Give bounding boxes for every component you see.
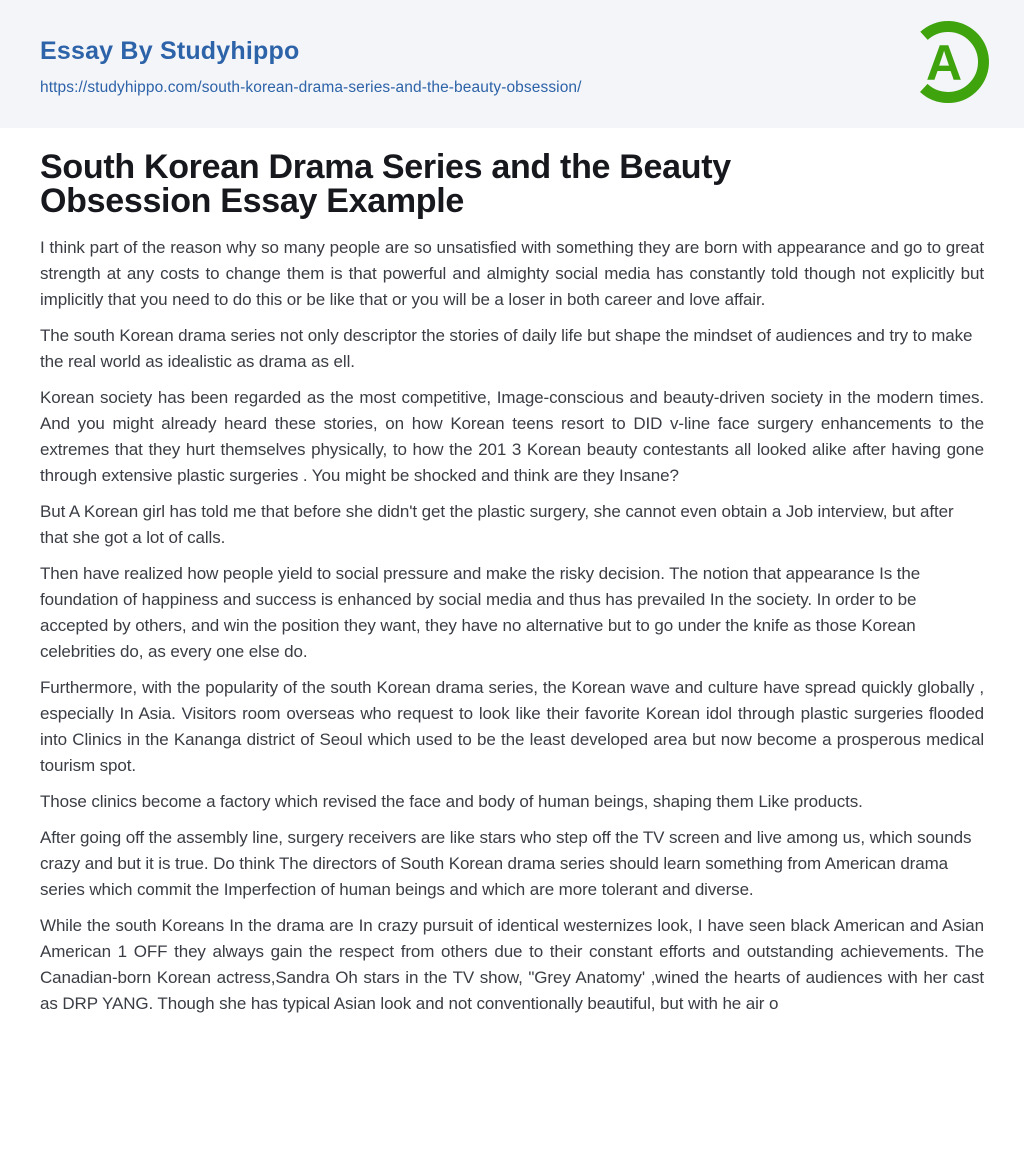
header-text-block <box>40 38 582 97</box>
essay-paragraph: Furthermore, with the popularity of the south Korean drama series, the Korean wave and culture have spread quickly globally , especially In Asia. Visitors room overseas who request to look like their favorite Korean idol through plastic surgeries flooded into Clinics in the Kananga district of Seoul which used to be the least developed area but now become a prosperous medical tourism spot. <box>40 678 984 775</box>
page-header <box>0 0 1024 128</box>
site-title: Essay By Studyhippo <box>40 37 300 65</box>
logo-ring-icon <box>906 20 990 104</box>
page-url-link[interactable]: https://studyhippo.com/south-korean-drama-series-and-the-beauty-obsession/ <box>40 78 582 96</box>
essay-paragraph: While the south Koreans In the drama are In crazy pursuit of identical westernizes look, I have seen black American and Asian American 1 OFF they always gain the respect from others due to their constant efforts and outstanding achievements. The Canadian-born Korean actress,Sandra Oh stars in the TV show, "Grey Anatomy' ,wined the hearts of audiences with her cast as DRP YANG. Though she has typical Asian look and not conventionally beautiful, but with he air o <box>40 916 984 1013</box>
essay-body <box>40 235 984 1017</box>
logo-letter: A <box>925 35 963 91</box>
essay-paragraph: Those clinics become a factory which revised the face and body of human beings, shaping them Like products. <box>40 792 863 811</box>
studyhippo-logo <box>906 20 990 104</box>
essay-paragraph: After going off the assembly line, surgery receivers are like stars who step off the TV screen and live among us, which sounds crazy and but it is true. Do think The directors of South Korean drama series should learn something from American drama series which commit the Imperfection of human beings and which are more tolerant and diverse. <box>40 828 972 899</box>
essay-content <box>0 128 1024 1067</box>
essay-paragraph: I think part of the reason why so many people are so unsatisfied with something they are born with appearance and go to great strength at any costs to change them is that powerful and almighty social media has constantly told though not explicitly but implicitly that you need to do this or be like that or you will be a loser in both career and love affair. <box>40 238 984 309</box>
essay-paragraph: Then have realized how people yield to social pressure and make the risky decision. The notion that appearance Is the foundation of happiness and success is enhanced by social media and thus has prevailed In the society. In order to be accepted by others, and win the position they want, they have no alternative but to go under the knife as those Korean celebrities do, as every one else do. <box>40 564 921 661</box>
essay-paragraph: Korean society has been regarded as the most competitive, Image-conscious and beauty-driven society in the modern times. And you might already heard these stories, on how Korean teens resort to DID v-line face surgery enhancements to the extremes that they hurt themselves physically, to how the 201 3 Korean beauty contestants all looked alike after having gone through extensive plastic surgeries . You might be shocked and think are they Insane? <box>40 388 984 485</box>
essay-paragraph: The south Korean drama series not only descriptor the stories of daily life but shape the mindset of audiences and try to make the real world as idealistic as drama as ell. <box>40 326 973 371</box>
essay-title: South Korean Drama Series and the Beauty Obsession Essay Example <box>40 148 731 220</box>
essay-paragraph: But A Korean girl has told me that before she didn't get the plastic surgery, she cannot even obtain a Job interview, but after that she got a lot of calls. <box>40 502 954 547</box>
